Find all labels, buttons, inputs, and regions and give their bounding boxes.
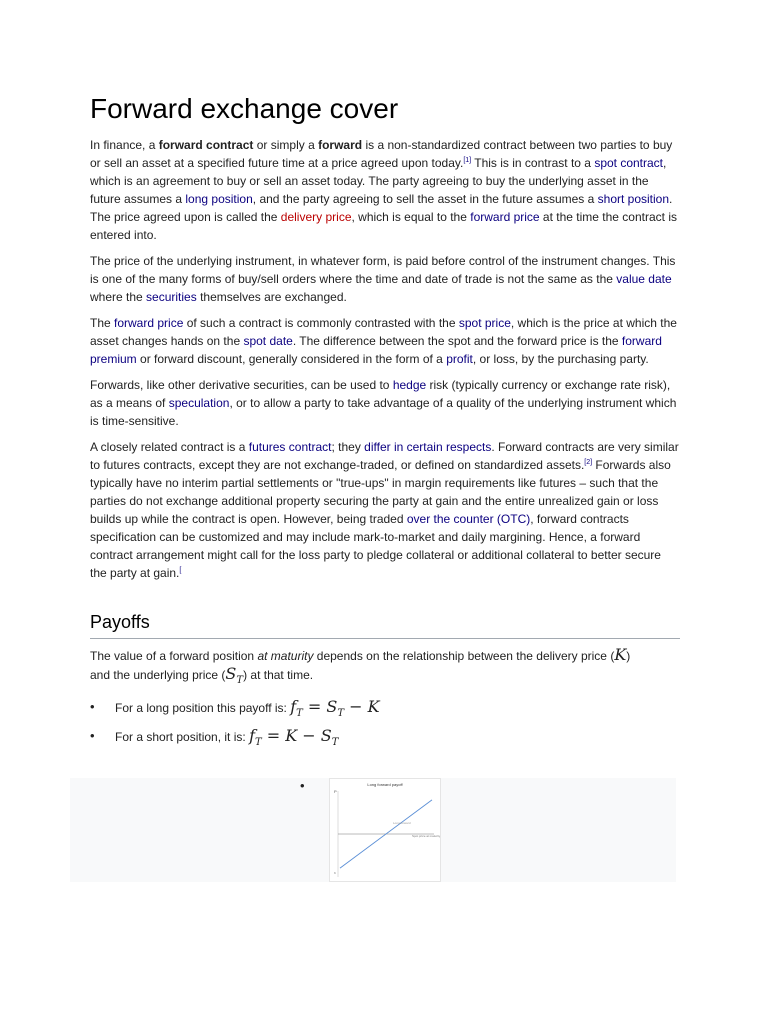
value-date-link[interactable]: value date xyxy=(616,272,672,286)
reference-1-link[interactable]: [1] xyxy=(463,157,472,164)
long-forward-payoff-chart[interactable] xyxy=(329,778,441,882)
figure-gallery xyxy=(70,778,676,882)
securities-link[interactable]: securities xyxy=(146,290,197,304)
list-item-short: • For a short position, it is: $f_T = K - S_T$ xyxy=(90,725,680,754)
y-axis-label: P xyxy=(334,789,337,794)
page-title: Forward exchange cover xyxy=(90,93,399,124)
reference-2-link[interactable]: [2] xyxy=(584,459,593,466)
forward-price-link-2[interactable]: forward price xyxy=(114,316,184,330)
futures-contract-link[interactable]: futures contract xyxy=(248,440,332,454)
paragraph-price: The price of the underlying instrument, in whatever form, is paid before control of the instrument changes. This is one of the many forms of buy/sell orders where the time and date of trade is not the same as the value date where the securities themselves are exchanged. xyxy=(90,254,676,304)
forward-premium-link[interactable]: forward premium xyxy=(90,334,662,366)
speculation-link[interactable]: speculation xyxy=(168,396,230,410)
paragraph-intro: In finance, a forward contract or simply a forward is a non-standardized contract between two parties to buy or sell an asset at a specified future time at a price agreed upon today.[1] This is in contrast to a spot contract, which is an agreement to buy or sell an asset today. The party agreeing to buy the underlying asset in the future assumes a long position, and the party agreeing to sell the asset in the future assumes a short position. The price agreed upon is called the delivery price, which is equal to the forward price at the time the contract is entered into. xyxy=(90,138,677,242)
paragraph-hedge: Forwards, like other derivative securities, can be used to hedge risk (typically currency or exchange rate risk), as a means of speculation, or to allow a party to take advantage of a quality of the underlying instrument which is time-sensitive. xyxy=(90,378,677,428)
list-item-long: • For a long position this payoff is: $f_T = S_T - K$ xyxy=(90,696,680,725)
k-label: K xyxy=(334,871,337,875)
long-position-link[interactable]: long position xyxy=(185,192,253,206)
section-heading-payoffs: Payoffs xyxy=(90,610,680,639)
payoff-list xyxy=(90,696,680,754)
article xyxy=(90,92,680,755)
long-payoff-formula: $f_T = S_T - K$ xyxy=(290,697,380,720)
short-payoff-formula: $f_T = K - S_T$ xyxy=(249,726,339,749)
hedge-link[interactable]: hedge xyxy=(392,378,427,392)
reference-3-link[interactable]: [ xyxy=(179,567,182,574)
paragraph-payoff-intro: The value of a forward position at maturity depends on the relationship between the delivery price (K) and the underlying price $(S_T)$ at that time. xyxy=(90,645,631,687)
chart-title: Long forward payoff xyxy=(367,782,403,787)
differ-link[interactable]: differ in certain respects xyxy=(364,440,492,454)
spot-contract-link[interactable]: spot contract xyxy=(594,156,664,170)
gallery-bullet: • xyxy=(300,778,305,793)
spot-date-link[interactable]: spot date xyxy=(243,334,293,348)
profit-link[interactable]: profit xyxy=(446,352,473,366)
short-position-link[interactable]: short position xyxy=(597,192,670,206)
delivery-price-link[interactable]: delivery price xyxy=(280,210,352,224)
series-label: Long forward xyxy=(393,821,411,825)
spot-price-link[interactable]: spot price xyxy=(458,316,511,330)
forward-price-link[interactable]: forward price xyxy=(470,210,540,224)
payoff-chart-svg xyxy=(330,779,440,881)
paragraph-forward-price: The forward price of such a contract is commonly contrasted with the spot price, which is the price at which the asset changes hands on the spot date. The difference between the spot and the forward price is the forward premium or forward discount, generally considered in the form of a profit, or loss, by the purchasing party. xyxy=(90,316,677,366)
otc-link[interactable]: over the counter (OTC) xyxy=(406,512,531,526)
paragraph-futures: A closely related contract is a futures contract; they differ in certain respects. Forward contracts are very similar to futures contracts, except they are not exchange-traded, or defined on standardized assets.[2] Forwards also typically have no interim partial settlements or "true-ups" in margin requirements like futures – such that the parties do not exchange additional property securing the party at gain and the entire unrealized gain or loss builds up while the contract is open. However, being traded over the counter (OTC), forward contracts specification can be customized and may include mark-to-market and daily margining. Hence, a forward contract arrangement might call for the loss party to pledge collateral or additional collateral to better secure the party at gain.[ xyxy=(90,440,679,580)
x-axis-label: Spot price at maturity xyxy=(412,834,440,838)
